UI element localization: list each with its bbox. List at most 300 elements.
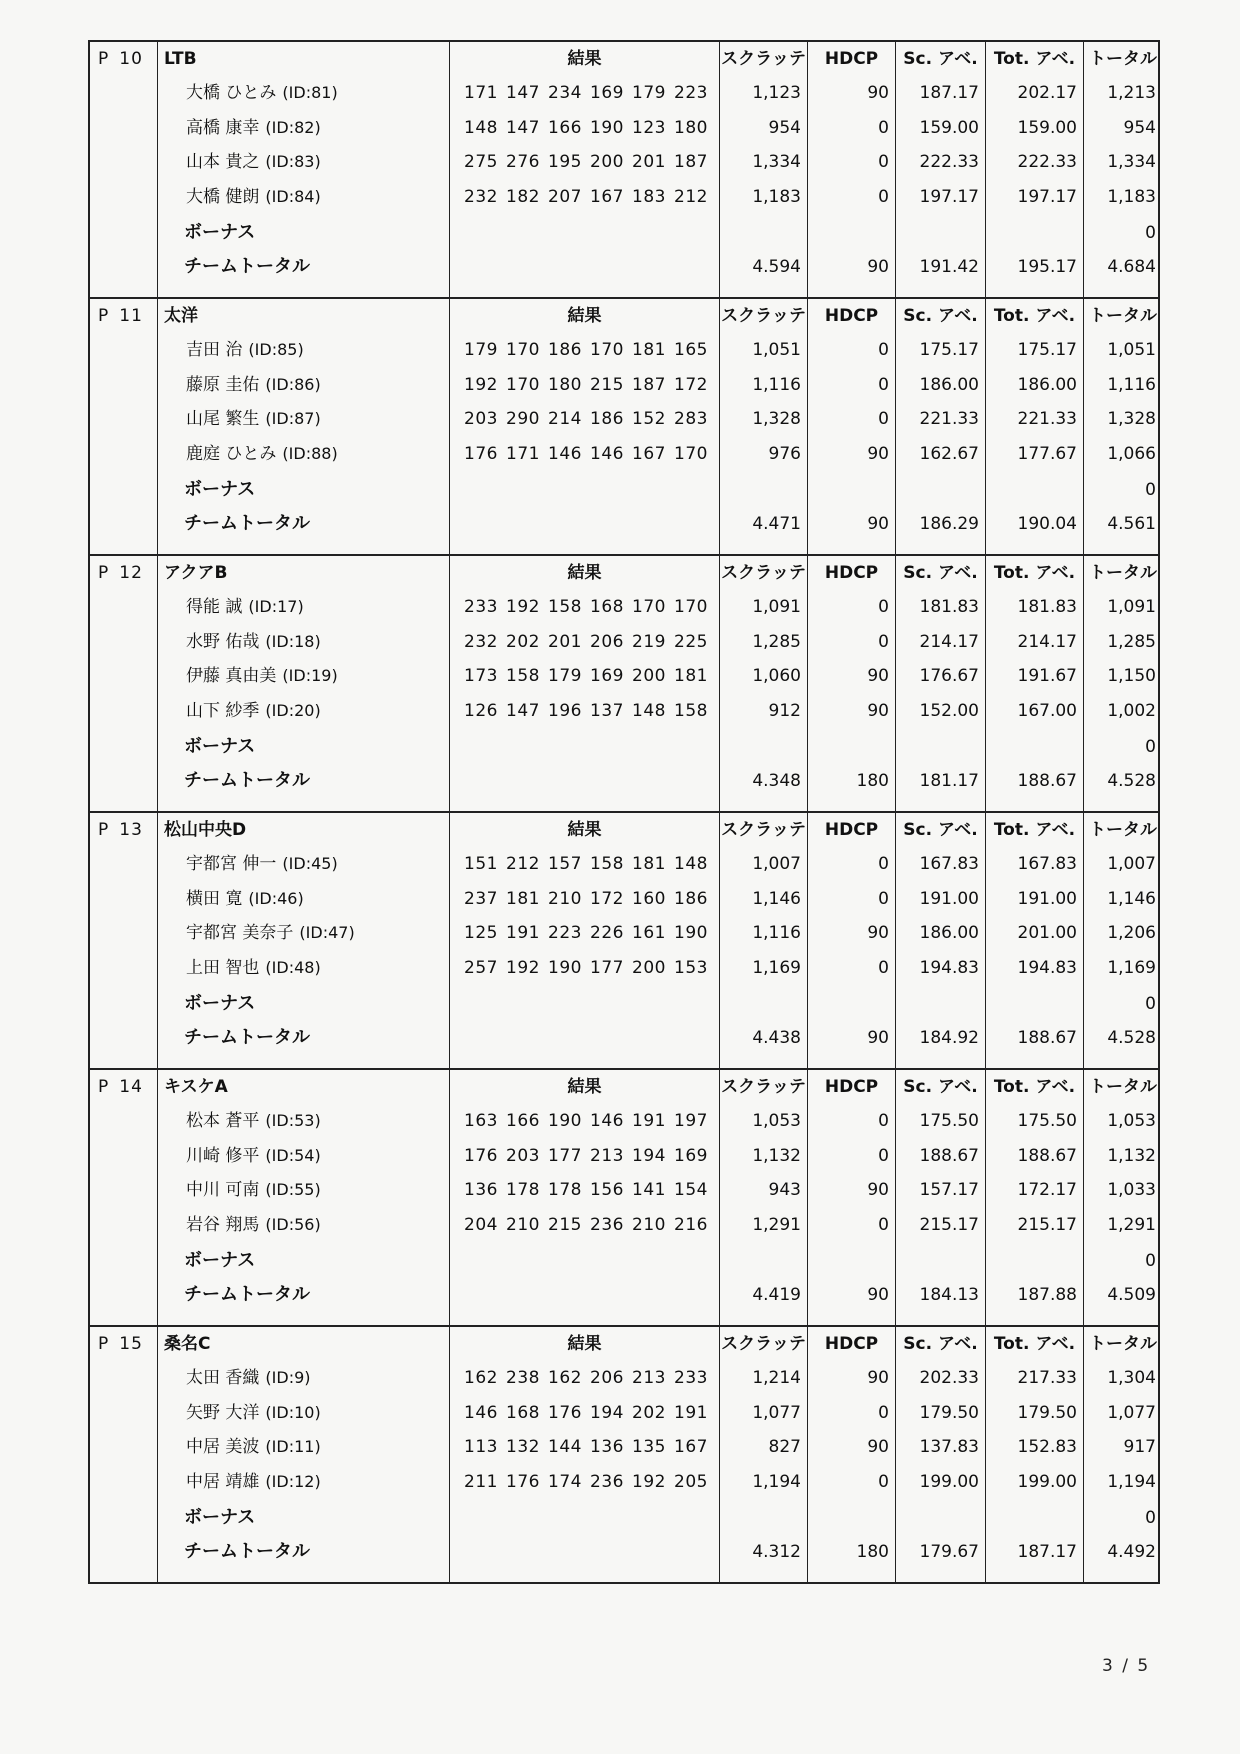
total-header: トータル <box>1089 1077 1157 1097</box>
game-score: 170 <box>674 597 708 617</box>
game-score: 181 <box>632 854 666 874</box>
player-name-cell <box>158 111 449 146</box>
hdcp-value: 0 <box>878 374 889 395</box>
game-score: 135 <box>632 1437 666 1457</box>
game-score: 147 <box>506 83 540 103</box>
game-score: 186 <box>674 888 708 909</box>
game-score: 223 <box>548 923 582 943</box>
p-number: 10 <box>119 49 143 69</box>
game-score: 202 <box>506 631 540 652</box>
game-score: 232 <box>464 186 498 207</box>
sc-avg-value: 188.67 <box>919 1145 979 1166</box>
team-total-hdcp: 180 <box>856 1542 889 1562</box>
sc-avg-header: Sc. アベ. <box>903 1077 978 1097</box>
player-name-cell <box>158 368 449 403</box>
sc-avg-value: 162.67 <box>919 443 979 464</box>
game-score: 190 <box>590 117 624 138</box>
game-scores <box>450 437 719 472</box>
team-total-sc-avg: 181.17 <box>919 771 979 791</box>
scratch-value: 1,053 <box>752 1111 801 1131</box>
game-score: 200 <box>590 152 624 172</box>
hdcp-value: 90 <box>867 1368 889 1388</box>
hdcp-value: 0 <box>878 409 889 429</box>
sc-avg-value: 214.17 <box>919 631 979 652</box>
team-name: 松山中央D <box>164 820 247 840</box>
empty-cell <box>986 214 1083 248</box>
game-score: 236 <box>590 1214 624 1235</box>
player-id: (ID:20) <box>265 700 321 720</box>
scratch-value: 1,285 <box>752 631 801 652</box>
game-score: 125 <box>464 923 498 943</box>
hdcp-value: 90 <box>867 666 889 686</box>
hdcp-column <box>808 813 896 1068</box>
game-score: 203 <box>506 1145 540 1166</box>
team-name: LTB <box>164 49 197 69</box>
scratch-value: 1,060 <box>752 666 801 686</box>
game-score: 132 <box>506 1437 540 1457</box>
game-score: 206 <box>590 631 624 652</box>
game-scores <box>450 1361 719 1396</box>
team-total-sc-avg: 179.67 <box>919 1542 979 1562</box>
game-score: 171 <box>464 83 498 103</box>
sc-avg-column <box>896 42 986 297</box>
player-name-cell <box>158 437 449 472</box>
player-name-cell <box>158 625 449 660</box>
player-id: (ID:53) <box>265 1111 321 1130</box>
game-score: 147 <box>506 117 540 138</box>
player-name: 水野 佑哉 <box>186 631 260 652</box>
scratch-value: 1,091 <box>752 597 801 617</box>
sc-avg-value: 187.17 <box>919 83 979 103</box>
player-name-cell <box>158 1139 449 1174</box>
bonus-value: 0 <box>1145 737 1156 757</box>
game-score: 219 <box>632 631 666 652</box>
game-score: 232 <box>464 631 498 652</box>
game-score: 176 <box>548 1402 582 1423</box>
player-name-cell <box>158 1361 449 1396</box>
tot-avg-value: 194.83 <box>1017 957 1077 978</box>
total-header: トータル <box>1089 820 1157 840</box>
empty-cell <box>450 505 719 539</box>
empty-cell <box>450 728 719 762</box>
game-scores <box>450 590 719 625</box>
game-score: 257 <box>464 957 498 978</box>
game-score: 179 <box>548 666 582 686</box>
game-score: 190 <box>674 923 708 943</box>
bonus-value: 0 <box>1145 994 1156 1014</box>
team-number <box>90 813 157 847</box>
scratch-header: スクラッテ <box>721 49 806 69</box>
hdcp-value: 0 <box>878 631 889 652</box>
empty-cell <box>986 1499 1083 1533</box>
total-value: 1,169 <box>1107 957 1156 978</box>
team-total-total: 4.492 <box>1107 1542 1156 1562</box>
game-score: 148 <box>464 117 498 138</box>
name-column <box>158 813 450 1068</box>
team-total-label: チームトータル <box>184 1284 310 1305</box>
empty-cell <box>450 1499 719 1533</box>
hdcp-column <box>808 1327 896 1582</box>
name-column <box>158 556 450 811</box>
game-score: 201 <box>548 631 582 652</box>
player-name-cell <box>158 847 449 882</box>
game-scores <box>450 111 719 146</box>
team-total-label: チームトータル <box>184 1027 310 1048</box>
empty-cell <box>720 471 807 505</box>
sc-avg-value: 176.67 <box>919 666 979 686</box>
results-column <box>450 556 720 811</box>
game-score: 275 <box>464 152 498 172</box>
tot-avg-column <box>986 299 1084 554</box>
player-name: 大橋 健朗 <box>186 186 260 207</box>
total-value: 1,051 <box>1107 340 1156 360</box>
name-column <box>158 299 450 554</box>
total-value: 1,077 <box>1107 1402 1156 1423</box>
game-score: 158 <box>590 854 624 874</box>
player-id: (ID:82) <box>265 117 321 137</box>
team-total-total: 4.561 <box>1107 514 1156 534</box>
game-score: 200 <box>632 666 666 686</box>
game-score: 237 <box>464 888 498 909</box>
hdcp-value: 90 <box>867 1437 889 1457</box>
team-number <box>90 1070 157 1104</box>
tot-avg-column <box>986 556 1084 811</box>
player-id: (ID:11) <box>265 1437 321 1456</box>
game-scores <box>450 145 719 180</box>
game-score: 215 <box>590 374 624 395</box>
team-total-tot-avg: 187.17 <box>1017 1542 1077 1562</box>
player-name: 中川 可南 <box>186 1180 260 1200</box>
player-name: 大橋 ひとみ <box>186 83 277 103</box>
game-score: 191 <box>632 1111 666 1131</box>
game-score: 180 <box>674 117 708 138</box>
total-value: 1,053 <box>1107 1111 1156 1131</box>
tot-avg-value: 167.00 <box>1017 700 1077 721</box>
team-total-total: 4.509 <box>1107 1285 1156 1305</box>
team-total-scratch: 4.419 <box>752 1285 801 1305</box>
tot-avg-value: 191.67 <box>1017 666 1077 686</box>
game-score: 225 <box>674 631 708 652</box>
results-header: 結果 <box>567 1077 602 1097</box>
game-scores <box>450 368 719 403</box>
total-value: 1,091 <box>1107 597 1156 617</box>
empty-cell <box>450 985 719 1019</box>
tot-avg-value: 199.00 <box>1017 1471 1077 1492</box>
team-total-tot-avg: 188.67 <box>1017 771 1077 791</box>
game-score: 172 <box>674 374 708 395</box>
bonus-value: 0 <box>1145 223 1156 243</box>
tot-avg-header: Tot. アベ. <box>993 1077 1076 1097</box>
team-name: アクアB <box>164 563 228 583</box>
tot-avg-value: 159.00 <box>1017 117 1077 138</box>
scratch-value: 1,132 <box>752 1145 801 1166</box>
empty-cell <box>450 471 719 505</box>
tot-avg-value: 175.50 <box>1017 1111 1077 1131</box>
game-scores <box>450 659 719 694</box>
scratch-value: 1,169 <box>752 957 801 978</box>
total-header: トータル <box>1089 306 1157 326</box>
hdcp-value: 0 <box>878 117 889 138</box>
scratch-value: 1,328 <box>752 409 801 429</box>
game-score: 207 <box>548 186 582 207</box>
p-label: P <box>98 563 110 583</box>
game-score: 157 <box>548 854 582 874</box>
hdcp-header: HDCP <box>824 1077 879 1097</box>
tot-avg-header: Tot. アベ. <box>993 563 1076 583</box>
player-name-cell <box>158 180 449 215</box>
player-name: 中居 靖雄 <box>186 1471 260 1492</box>
bonus-value: 0 <box>1145 1508 1156 1528</box>
page-number: 3 / 5 <box>1102 1656 1151 1676</box>
empty-cell <box>808 1499 895 1533</box>
player-name: 得能 誠 <box>186 597 243 617</box>
hdcp-header: HDCP <box>824 820 879 840</box>
sc-avg-column <box>896 1327 986 1582</box>
scratch-column <box>720 299 808 554</box>
player-name: 伊藤 真由美 <box>186 666 277 686</box>
game-score: 169 <box>590 83 624 103</box>
scratch-value: 827 <box>768 1437 801 1457</box>
hdcp-header: HDCP <box>824 563 879 583</box>
team-total-hdcp: 90 <box>867 1028 889 1048</box>
player-id: (ID:46) <box>248 888 304 908</box>
total-header: トータル <box>1089 1334 1157 1354</box>
game-scores <box>450 1208 719 1243</box>
scratch-column <box>720 556 808 811</box>
sc-avg-value: 179.50 <box>919 1402 979 1423</box>
tot-avg-header: Tot. アベ. <box>993 1334 1076 1354</box>
game-scores <box>450 1465 719 1500</box>
scratch-value: 943 <box>768 1180 801 1200</box>
game-score: 206 <box>590 1368 624 1388</box>
game-score: 178 <box>506 1180 540 1200</box>
team-block <box>88 40 1160 299</box>
player-id: (ID:87) <box>265 409 321 428</box>
total-value: 1,328 <box>1107 409 1156 429</box>
team-name: 桑名C <box>164 1334 211 1354</box>
player-id: (ID:9) <box>265 1368 311 1387</box>
player-id: (ID:83) <box>265 152 321 171</box>
game-score: 226 <box>590 923 624 943</box>
sc-avg-value: 221.33 <box>919 409 979 429</box>
game-score: 158 <box>506 666 540 686</box>
sc-avg-value: 186.00 <box>919 923 979 943</box>
p-number: 12 <box>119 563 143 583</box>
scratch-value: 1,183 <box>752 186 801 207</box>
player-id: (ID:47) <box>299 923 355 942</box>
total-value: 1,132 <box>1107 1145 1156 1166</box>
player-name-cell <box>158 1208 449 1243</box>
team-total-label: チームトータル <box>184 256 310 277</box>
sc-avg-column <box>896 299 986 554</box>
game-score: 238 <box>506 1368 540 1388</box>
results-header: 結果 <box>567 820 602 840</box>
tot-avg-value: 172.17 <box>1017 1180 1077 1200</box>
scratch-column <box>720 1327 808 1582</box>
team-total-label: チームトータル <box>184 1541 310 1562</box>
hdcp-header: HDCP <box>824 49 879 69</box>
empty-cell <box>720 985 807 1019</box>
empty-cell <box>986 985 1083 1019</box>
player-name-cell <box>158 1173 449 1208</box>
team-total-label: チームトータル <box>184 513 310 534</box>
tot-avg-value: 186.00 <box>1017 374 1077 395</box>
empty-cell <box>720 1499 807 1533</box>
game-score: 161 <box>632 923 666 943</box>
scratch-value: 1,116 <box>752 923 801 943</box>
empty-cell <box>896 471 985 505</box>
tot-avg-value: 221.33 <box>1017 409 1077 429</box>
empty-cell <box>720 214 807 248</box>
game-score: 162 <box>464 1368 498 1388</box>
total-value: 1,007 <box>1107 854 1156 874</box>
hdcp-value: 0 <box>878 1214 889 1235</box>
sc-avg-value: 175.50 <box>919 1111 979 1131</box>
tot-avg-value: 177.67 <box>1017 443 1077 464</box>
game-score: 187 <box>632 374 666 395</box>
total-column <box>1084 1070 1162 1325</box>
player-name-cell <box>158 1396 449 1431</box>
team-total-sc-avg: 186.29 <box>919 514 979 534</box>
game-score: 151 <box>464 854 498 874</box>
player-name: 岩谷 翔馬 <box>186 1214 260 1235</box>
game-score: 181 <box>506 888 540 909</box>
game-score: 167 <box>674 1437 708 1457</box>
game-score: 233 <box>674 1368 708 1388</box>
total-value: 1,002 <box>1107 700 1156 721</box>
team-total-tot-avg: 190.04 <box>1017 514 1077 534</box>
tot-avg-value: 167.83 <box>1017 854 1077 874</box>
empty-cell <box>808 471 895 505</box>
hdcp-column <box>808 556 896 811</box>
game-score: 169 <box>590 666 624 686</box>
bonus-label: ボーナス <box>184 479 256 500</box>
scratch-header: スクラッテ <box>721 563 806 583</box>
results-header: 結果 <box>567 563 602 583</box>
game-score: 204 <box>464 1214 498 1235</box>
game-score: 123 <box>632 117 666 138</box>
game-score: 166 <box>548 117 582 138</box>
scratch-value: 1,291 <box>752 1214 801 1235</box>
total-column <box>1084 299 1162 554</box>
tot-avg-value: 188.67 <box>1017 1145 1077 1166</box>
game-score: 179 <box>632 83 666 103</box>
total-value: 1,213 <box>1107 83 1156 103</box>
player-name-cell <box>158 333 449 368</box>
game-score: 213 <box>590 1145 624 1166</box>
team-total-scratch: 4.438 <box>752 1028 801 1048</box>
total-value: 1,206 <box>1107 923 1156 943</box>
game-scores <box>450 1173 719 1208</box>
hdcp-header: HDCP <box>824 306 879 326</box>
game-score: 196 <box>548 700 582 721</box>
empty-cell <box>986 1242 1083 1276</box>
game-score: 136 <box>590 1437 624 1457</box>
team-block <box>88 299 1160 556</box>
empty-cell <box>896 985 985 1019</box>
total-header: トータル <box>1089 49 1157 69</box>
player-name: 山尾 繁生 <box>186 409 260 429</box>
hdcp-value: 0 <box>878 152 889 172</box>
hdcp-value: 90 <box>867 443 889 464</box>
hdcp-value: 90 <box>867 700 889 721</box>
team-name: キスケA <box>164 1077 228 1097</box>
game-score: 192 <box>506 597 540 617</box>
game-score: 148 <box>632 700 666 721</box>
game-score: 147 <box>506 700 540 721</box>
game-score: 210 <box>632 1214 666 1235</box>
game-score: 176 <box>464 443 498 464</box>
player-name-cell <box>158 76 449 111</box>
player-name-cell <box>158 1430 449 1465</box>
player-name: 太田 香織 <box>186 1368 260 1388</box>
game-score: 174 <box>548 1471 582 1492</box>
empty-cell <box>450 214 719 248</box>
game-scores <box>450 916 719 951</box>
tot-avg-value: 181.83 <box>1017 597 1077 617</box>
team-number-cell <box>90 1327 158 1582</box>
hdcp-value: 0 <box>878 888 889 909</box>
tot-avg-value: 152.83 <box>1017 1437 1077 1457</box>
total-value: 1,304 <box>1107 1368 1156 1388</box>
game-score: 234 <box>548 83 582 103</box>
total-header: トータル <box>1089 563 1157 583</box>
game-scores <box>450 1139 719 1174</box>
p-number: 15 <box>119 1334 143 1354</box>
scratch-value: 912 <box>768 700 801 721</box>
tot-avg-value: 222.33 <box>1017 152 1077 172</box>
game-score: 170 <box>590 340 624 360</box>
team-number <box>90 556 157 590</box>
game-score: 201 <box>632 152 666 172</box>
game-score: 170 <box>506 340 540 360</box>
scratch-header: スクラッテ <box>721 1334 806 1354</box>
tot-avg-value: 214.17 <box>1017 631 1077 652</box>
game-score: 178 <box>548 1180 582 1200</box>
total-value: 1,291 <box>1107 1214 1156 1235</box>
name-column <box>158 1070 450 1325</box>
sc-avg-value: 222.33 <box>919 152 979 172</box>
sc-avg-value: 157.17 <box>919 1180 979 1200</box>
game-score: 146 <box>464 1402 498 1423</box>
empty-cell <box>808 1242 895 1276</box>
game-score: 176 <box>464 1145 498 1166</box>
game-score: 144 <box>548 1437 582 1457</box>
game-score: 183 <box>632 186 666 207</box>
tot-avg-header: Tot. アベ. <box>993 820 1076 840</box>
team-total-scratch: 4.471 <box>752 514 801 534</box>
scratch-value: 1,007 <box>752 854 801 874</box>
p-label: P <box>98 1334 110 1354</box>
bonus-label: ボーナス <box>184 222 256 243</box>
scratch-value: 1,077 <box>752 1402 801 1423</box>
scratch-header: スクラッテ <box>721 1077 806 1097</box>
game-score: 190 <box>548 1111 582 1131</box>
game-score: 166 <box>506 1111 540 1131</box>
player-name: 横田 寛 <box>186 888 243 909</box>
total-value: 1,334 <box>1107 152 1156 172</box>
hdcp-value: 90 <box>867 83 889 103</box>
results-table <box>88 40 1160 1584</box>
game-score: 177 <box>548 1145 582 1166</box>
empty-cell <box>986 728 1083 762</box>
game-score: 186 <box>548 340 582 360</box>
game-score: 177 <box>590 957 624 978</box>
game-score: 223 <box>674 83 708 103</box>
results-header: 結果 <box>567 306 602 326</box>
player-name: 上田 智也 <box>186 957 260 978</box>
total-value: 1,183 <box>1107 186 1156 207</box>
